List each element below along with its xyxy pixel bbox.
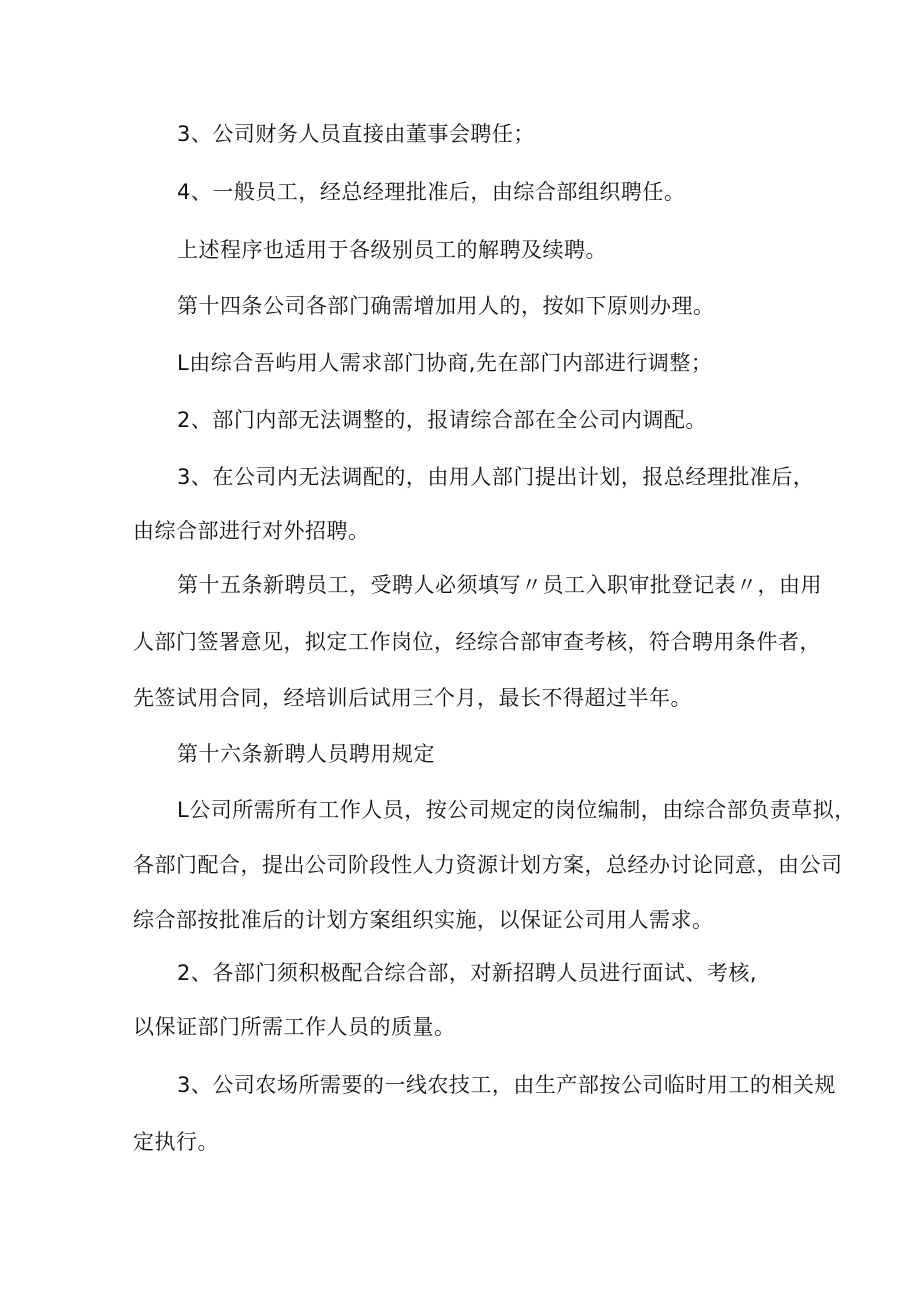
article-16-item-2-line-1: 2、各部门须积极配合综合部，对新招聘人员进行面试、考核, [177,961,758,985]
text-line-7: 3、在公司内无法调配的，由用人部门提出计划，报总经理批准后， [177,465,815,489]
article-15-line-1: 第十五条新聘员工，受聘人必须填写〃员工入职审批登记表〃，由用 [177,573,822,597]
article-16-heading: 第十六条新聘人员聘用规定 [177,742,435,766]
article-14-heading: 第十四条公司各部门确需增加用人的，按如下原则办理。 [177,294,715,318]
text-line-1: 3、公司财务人员直接由董事会聘任； [177,122,535,146]
text-line-3: 上述程序也适用于各级别员工的解聘及续聘。 [177,238,607,262]
text-line-8: 由综合部进行对外招聘。 [133,519,370,543]
article-15-line-3: 先签试用合同，经培训后试用三个月，最长不得超过半年。 [133,686,692,710]
article-15-line-2: 人部门签署意见，拟定工作岗位，经综合部审查考核，符合聘用条件者， [133,630,821,654]
article-16-item-3-line-1: 3、公司农场所需要的一线农技工，由生产部按公司临时用工的相关规 [177,1073,836,1097]
text-line-5: L由综合吾屿用人需求部门协商,先在部门内部进行调整； [177,351,713,375]
text-line-2: 4、一般员工，经总经理批准后，由综合部组织聘任。 [177,180,686,204]
article-16-item-2-line-2: 以保证部门所需工作人员的质量。 [133,1015,456,1039]
article-16-item-1-line-3: 综合部按批准后的计划方案组织实施，以保证公司用人需求。 [133,908,714,932]
article-16-item-1-line-1: L公司所需所有工作人员，按公司规定的岗位编制，由综合部负责草拟， [177,798,856,822]
text-line-6: 2、部门内部无法调整的，报请综合部在全公司内调配。 [177,408,707,432]
article-16-item-3-line-2: 定执行。 [133,1130,219,1154]
article-16-item-1-line-2: 各部门配合，提出公司阶段性人力资源计划方案，总经办讨论同意，由公司 [133,853,843,877]
